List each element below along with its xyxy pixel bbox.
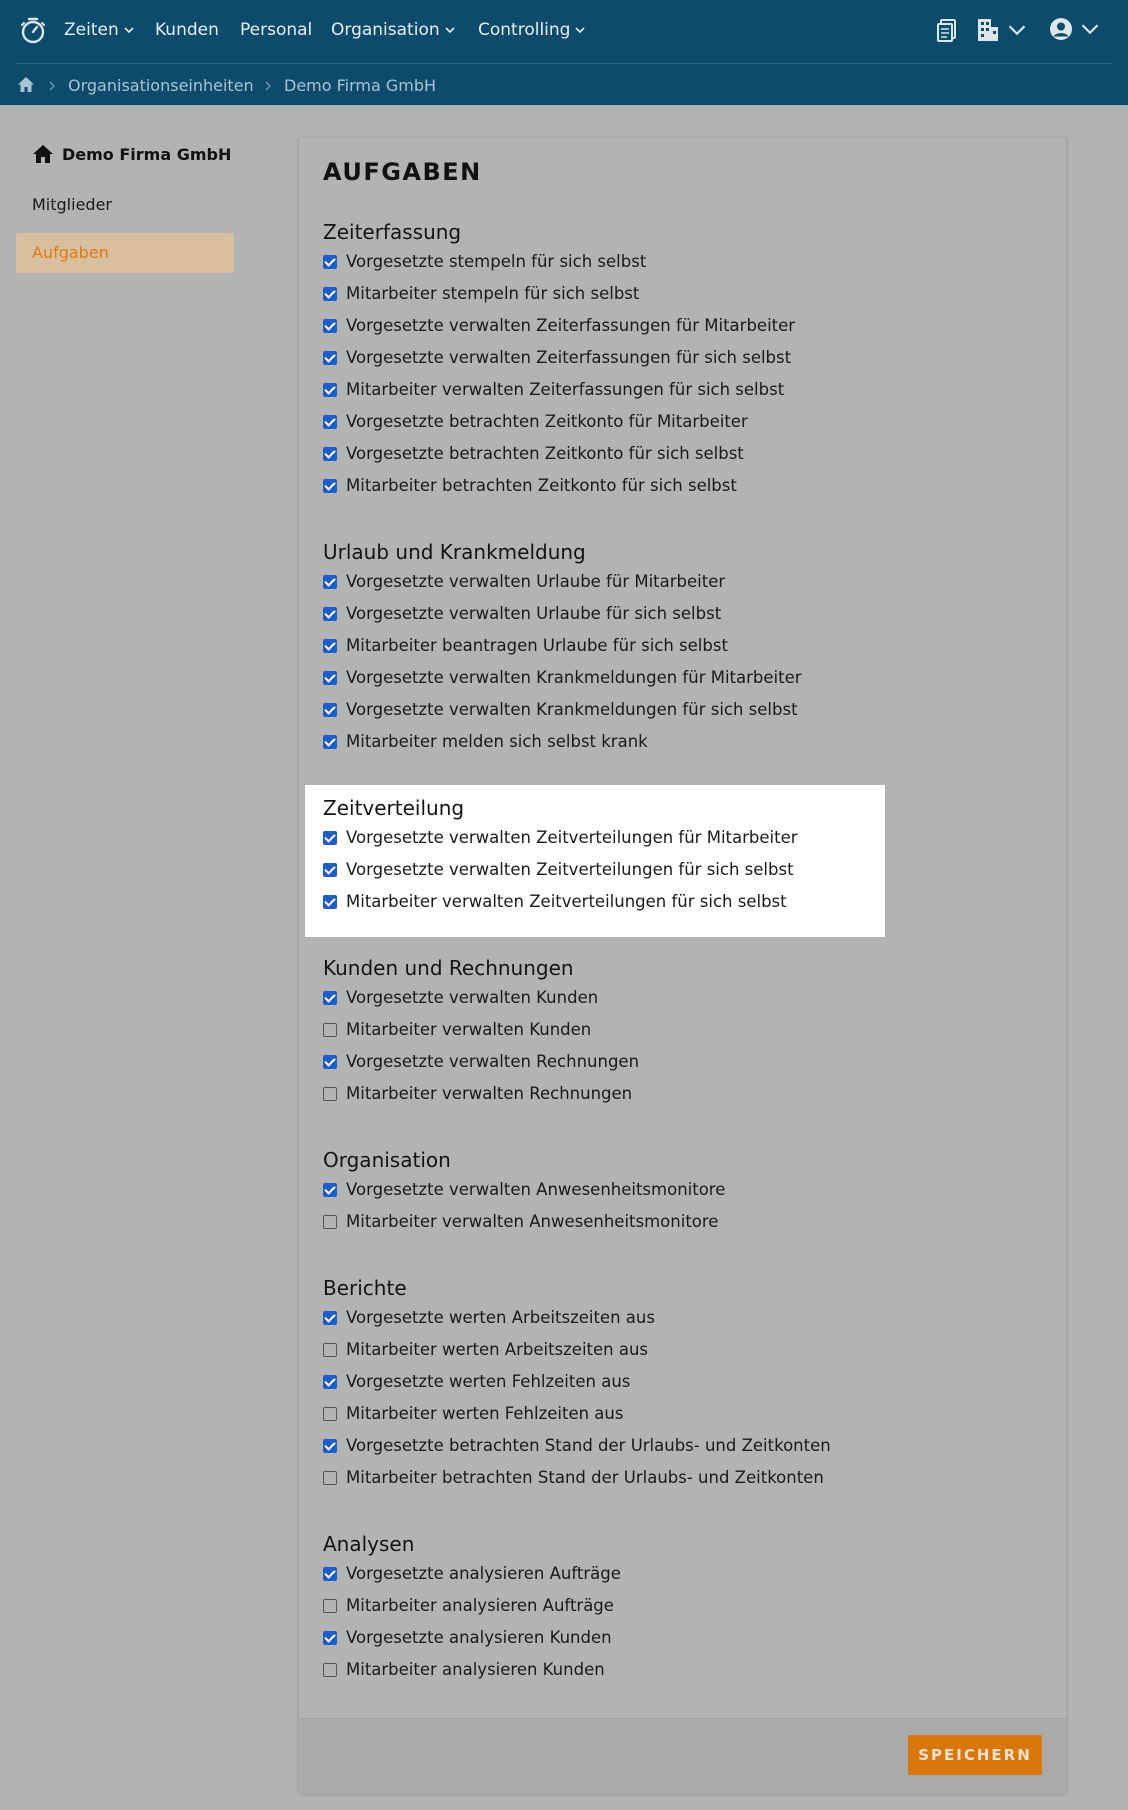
sidebar-title <box>32 144 231 164</box>
nav-zeiten[interactable] <box>64 20 135 40</box>
nav-controlling-label: Controlling <box>478 20 571 40</box>
task-label: Mitarbeiter analysieren Aufträge <box>346 1596 614 1615</box>
checkbox-checked[interactable] <box>323 1311 337 1325</box>
chevron-down-icon <box>444 24 456 36</box>
checkbox-checked[interactable] <box>323 991 337 1005</box>
task-label: Vorgesetzte verwalten Rechnungen <box>346 1052 640 1071</box>
section-title: Analysen <box>323 1532 415 1556</box>
chevron-right-icon <box>263 80 273 92</box>
task-label: Mitarbeiter verwalten Anwesenheitsmonitore <box>346 1212 719 1231</box>
section-title: Urlaub und Krankmeldung <box>323 540 586 564</box>
task-label: Mitarbeiter verwalten Rechnungen <box>346 1084 633 1103</box>
nav-kunden[interactable] <box>155 20 219 40</box>
checkbox-checked[interactable] <box>323 1439 337 1453</box>
task-checkbox-row[interactable] <box>323 668 802 687</box>
chevron-down-icon <box>1008 21 1026 39</box>
task-checkbox-row[interactable] <box>323 412 748 431</box>
section-title: Zeiterfassung <box>323 220 462 244</box>
checkbox-checked[interactable] <box>323 895 337 909</box>
nav-organisation[interactable] <box>331 20 456 40</box>
checkbox-checked[interactable] <box>323 255 337 269</box>
top-navigation <box>0 0 1128 105</box>
save-button[interactable]: SPEICHERN <box>908 1735 1042 1775</box>
task-label: Vorgesetzte verwalten Zeitverteilungen für Mitarbeiter <box>346 828 798 847</box>
building-icon <box>976 17 1000 43</box>
task-checkbox-row[interactable] <box>323 572 725 591</box>
task-label: Vorgesetzte stempeln für sich selbst <box>346 252 647 271</box>
task-label: Vorgesetzte betrachten Stand der Urlaubs- und Zeitkonten <box>346 1436 831 1455</box>
task-label: Vorgesetzte betrachten Zeitkonto für Mitarbeiter <box>346 412 748 431</box>
clipboard-icon[interactable] <box>936 17 958 43</box>
section-title: Zeitverteilung <box>323 796 465 820</box>
task-label: Mitarbeiter werten Fehlzeiten aus <box>346 1404 624 1423</box>
task-checkbox-row[interactable] <box>323 892 787 911</box>
user-account-icon <box>1049 17 1073 41</box>
checkbox-checked[interactable] <box>323 575 337 589</box>
organization-switcher[interactable] <box>976 17 1026 43</box>
task-checkbox-row[interactable] <box>323 444 744 463</box>
task-checkbox-row[interactable] <box>323 732 648 751</box>
nav-organisation-label: Organisation <box>331 20 440 40</box>
checkbox-unchecked[interactable] <box>323 1471 337 1485</box>
breadcrumb-current: Demo Firma GmbH <box>284 76 437 95</box>
task-label: Vorgesetzte analysieren Kunden <box>346 1628 612 1647</box>
task-checkbox-row[interactable] <box>323 1628 612 1647</box>
task-checkbox-row[interactable] <box>323 380 784 399</box>
nav-personal-label: Personal <box>240 20 313 40</box>
checkbox-checked[interactable] <box>323 351 337 365</box>
task-label: Vorgesetzte verwalten Zeitverteilungen für sich selbst <box>346 860 794 879</box>
section-title: Organisation <box>323 1148 451 1172</box>
checkbox-unchecked[interactable] <box>323 1215 337 1229</box>
task-label: Vorgesetzte werten Fehlzeiten aus <box>346 1372 631 1391</box>
section-title: Kunden und Rechnungen <box>323 956 574 980</box>
task-checkbox-row[interactable] <box>323 252 646 271</box>
checkbox-checked[interactable] <box>323 639 337 653</box>
checkbox-unchecked[interactable] <box>323 1087 337 1101</box>
checkbox-checked[interactable] <box>323 383 337 397</box>
task-label: Vorgesetzte werten Arbeitszeiten aus <box>346 1308 655 1327</box>
task-checkbox-row[interactable] <box>323 316 795 335</box>
task-label: Mitarbeiter verwalten Kunden <box>346 1020 592 1039</box>
checkbox-checked[interactable] <box>323 447 337 461</box>
nav-zeiten-label: Zeiten <box>64 20 119 40</box>
task-label: Vorgesetzte verwalten Krankmeldungen für Mitarbeiter <box>346 668 802 687</box>
checkbox-checked[interactable] <box>323 287 337 301</box>
checkbox-checked[interactable] <box>323 1567 337 1581</box>
task-label: Mitarbeiter verwalten Zeitverteilungen für sich selbst <box>346 892 787 911</box>
task-checkbox-row[interactable] <box>323 828 798 847</box>
main-nav <box>0 0 1128 64</box>
task-checkbox-row[interactable] <box>323 636 728 655</box>
task-checkbox-row[interactable] <box>323 1180 725 1199</box>
task-label: Vorgesetzte analysieren Aufträge <box>346 1564 621 1583</box>
sidebar-item-mitglieder[interactable]: Mitglieder <box>32 195 112 214</box>
task-checkbox-row[interactable] <box>323 1084 632 1103</box>
task-checkbox-row[interactable] <box>323 1052 639 1071</box>
task-label: Vorgesetzte verwalten Zeiterfassungen für sich selbst <box>346 348 792 367</box>
checkbox-unchecked[interactable] <box>323 1663 337 1677</box>
task-checkbox-row[interactable] <box>323 1308 655 1327</box>
task-label: Mitarbeiter verwalten Zeiterfassungen für sich selbst <box>346 380 785 399</box>
checkbox-unchecked[interactable] <box>323 1023 337 1037</box>
section-title: Berichte <box>323 1276 407 1300</box>
chevron-down-icon <box>574 24 586 36</box>
task-label: Mitarbeiter melden sich selbst krank <box>346 732 648 751</box>
task-label: Vorgesetzte verwalten Krankmeldungen für sich selbst <box>346 700 798 719</box>
user-menu[interactable] <box>1049 17 1099 41</box>
task-label: Vorgesetzte betrachten Zeitkonto für sich selbst <box>346 444 744 463</box>
checkbox-checked[interactable] <box>323 1375 337 1389</box>
task-label: Mitarbeiter stempeln für sich selbst <box>346 284 640 303</box>
checkbox-checked[interactable] <box>323 863 337 877</box>
task-label: Mitarbeiter beantragen Urlaube für sich selbst <box>346 636 728 655</box>
task-label: Mitarbeiter betrachten Zeitkonto für sich selbst <box>346 476 737 495</box>
nav-personal[interactable] <box>240 20 312 40</box>
task-label: Vorgesetzte verwalten Urlaube für sich selbst <box>346 604 722 623</box>
breadcrumb <box>0 72 1128 100</box>
tasks-card <box>298 137 1067 1794</box>
task-checkbox-row[interactable] <box>323 284 639 303</box>
task-checkbox-row[interactable] <box>323 1436 831 1455</box>
task-checkbox-row[interactable] <box>323 1020 591 1039</box>
home-icon[interactable] <box>17 76 35 93</box>
task-checkbox-row[interactable] <box>323 1468 824 1487</box>
task-checkbox-row[interactable] <box>323 1404 623 1423</box>
chevron-down-icon <box>1081 20 1099 38</box>
checkbox-checked[interactable] <box>323 735 337 749</box>
task-checkbox-row[interactable] <box>323 348 791 367</box>
nav-kunden-label: Kunden <box>155 20 219 40</box>
task-checkbox-row[interactable] <box>323 988 598 1007</box>
task-label: Vorgesetzte verwalten Kunden <box>346 988 599 1007</box>
checkbox-checked[interactable] <box>323 479 337 493</box>
checkbox-checked[interactable] <box>323 1055 337 1069</box>
home-icon <box>32 144 54 164</box>
nav-controlling[interactable] <box>478 20 586 40</box>
page-title: AUFGABEN <box>323 158 482 186</box>
chevron-down-icon <box>123 24 135 36</box>
task-label: Mitarbeiter betrachten Stand der Urlaubs- und Zeitkonten <box>346 1468 824 1487</box>
task-checkbox-row[interactable] <box>323 1660 605 1679</box>
nav-divider <box>16 63 1112 64</box>
checkbox-checked[interactable] <box>323 1631 337 1645</box>
task-checkbox-row[interactable] <box>323 700 798 719</box>
task-checkbox-row[interactable] <box>323 1212 718 1231</box>
checkbox-checked[interactable] <box>323 415 337 429</box>
task-checkbox-row[interactable] <box>323 860 794 879</box>
checkbox-checked[interactable] <box>323 671 337 685</box>
task-checkbox-row[interactable] <box>323 1340 648 1359</box>
breadcrumb-organisationseinheiten[interactable]: Organisationseinheiten <box>68 76 254 95</box>
task-label: Vorgesetzte verwalten Zeiterfassungen für Mitarbeiter <box>346 316 796 335</box>
checkbox-checked[interactable] <box>323 1183 337 1197</box>
task-checkbox-row[interactable] <box>323 604 721 623</box>
checkbox-unchecked[interactable] <box>323 1599 337 1613</box>
checkbox-checked[interactable] <box>323 831 337 845</box>
checkbox-checked[interactable] <box>323 607 337 621</box>
task-checkbox-row[interactable] <box>323 476 737 495</box>
app-logo-icon[interactable] <box>18 16 48 46</box>
card-footer <box>299 1718 1066 1793</box>
task-label: Vorgesetzte verwalten Anwesenheitsmonitore <box>346 1180 726 1199</box>
task-label: Vorgesetzte verwalten Urlaube für Mitarbeiter <box>346 572 726 591</box>
task-label: Mitarbeiter analysieren Kunden <box>346 1660 605 1679</box>
task-checkbox-row[interactable] <box>323 1564 621 1583</box>
task-label: Mitarbeiter werten Arbeitszeiten aus <box>346 1340 649 1359</box>
checkbox-unchecked[interactable] <box>323 1343 337 1357</box>
chevron-right-icon <box>47 80 57 92</box>
task-checkbox-row[interactable] <box>323 1596 614 1615</box>
checkbox-checked[interactable] <box>323 703 337 717</box>
sidebar-item-aufgaben[interactable]: Aufgaben <box>16 233 234 273</box>
sidebar-title-label: Demo Firma GmbH <box>62 144 232 164</box>
checkbox-checked[interactable] <box>323 319 337 333</box>
checkbox-unchecked[interactable] <box>323 1407 337 1421</box>
task-checkbox-row[interactable] <box>323 1372 630 1391</box>
